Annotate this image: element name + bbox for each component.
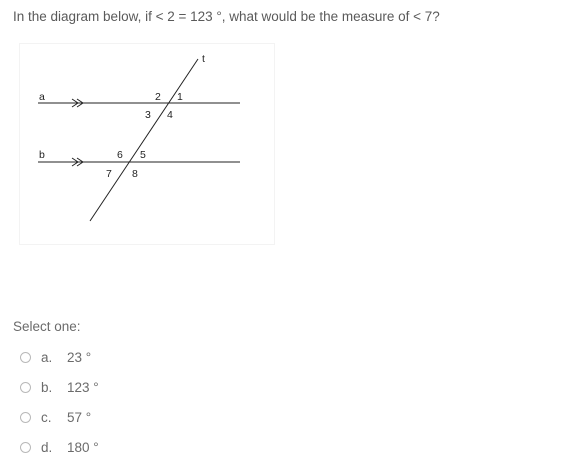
transversal-t bbox=[90, 59, 198, 221]
angle-2-label: 2 bbox=[155, 91, 161, 103]
answer-options bbox=[20, 342, 320, 462]
option-text: 180 ° bbox=[67, 439, 99, 455]
parallel-lines-diagram bbox=[20, 44, 274, 244]
question-text: In the diagram below, if < 2 = 123 °, what would be the measure of < 7? bbox=[13, 9, 440, 24]
angle-3-label: 3 bbox=[145, 109, 151, 121]
option-text: 123 ° bbox=[67, 379, 99, 395]
option-letter: d. bbox=[41, 439, 53, 455]
label-b: b bbox=[39, 149, 45, 161]
diagram-svg bbox=[20, 44, 274, 244]
angle-8-label: 8 bbox=[132, 168, 138, 180]
radio-button[interactable] bbox=[20, 412, 31, 423]
select-one-prompt: Select one: bbox=[13, 319, 81, 334]
angle-1-label: 1 bbox=[177, 91, 183, 103]
angle-5-label: 5 bbox=[140, 149, 146, 161]
option-c[interactable] bbox=[20, 402, 320, 432]
radio-button[interactable] bbox=[20, 442, 31, 453]
radio-button[interactable] bbox=[20, 352, 31, 363]
angle-4-label: 4 bbox=[167, 109, 173, 121]
option-d[interactable] bbox=[20, 432, 320, 462]
angle-6-label: 6 bbox=[117, 149, 123, 161]
label-t: t bbox=[202, 53, 205, 65]
option-b[interactable] bbox=[20, 372, 320, 402]
option-letter: b. bbox=[41, 379, 53, 395]
angle-7-label: 7 bbox=[106, 168, 112, 180]
label-a: a bbox=[39, 91, 45, 103]
option-letter: a. bbox=[41, 349, 53, 365]
option-a[interactable] bbox=[20, 342, 320, 372]
radio-button[interactable] bbox=[20, 382, 31, 393]
option-text: 57 ° bbox=[67, 409, 92, 425]
option-text: 23 ° bbox=[67, 349, 92, 365]
option-letter: c. bbox=[41, 409, 52, 425]
